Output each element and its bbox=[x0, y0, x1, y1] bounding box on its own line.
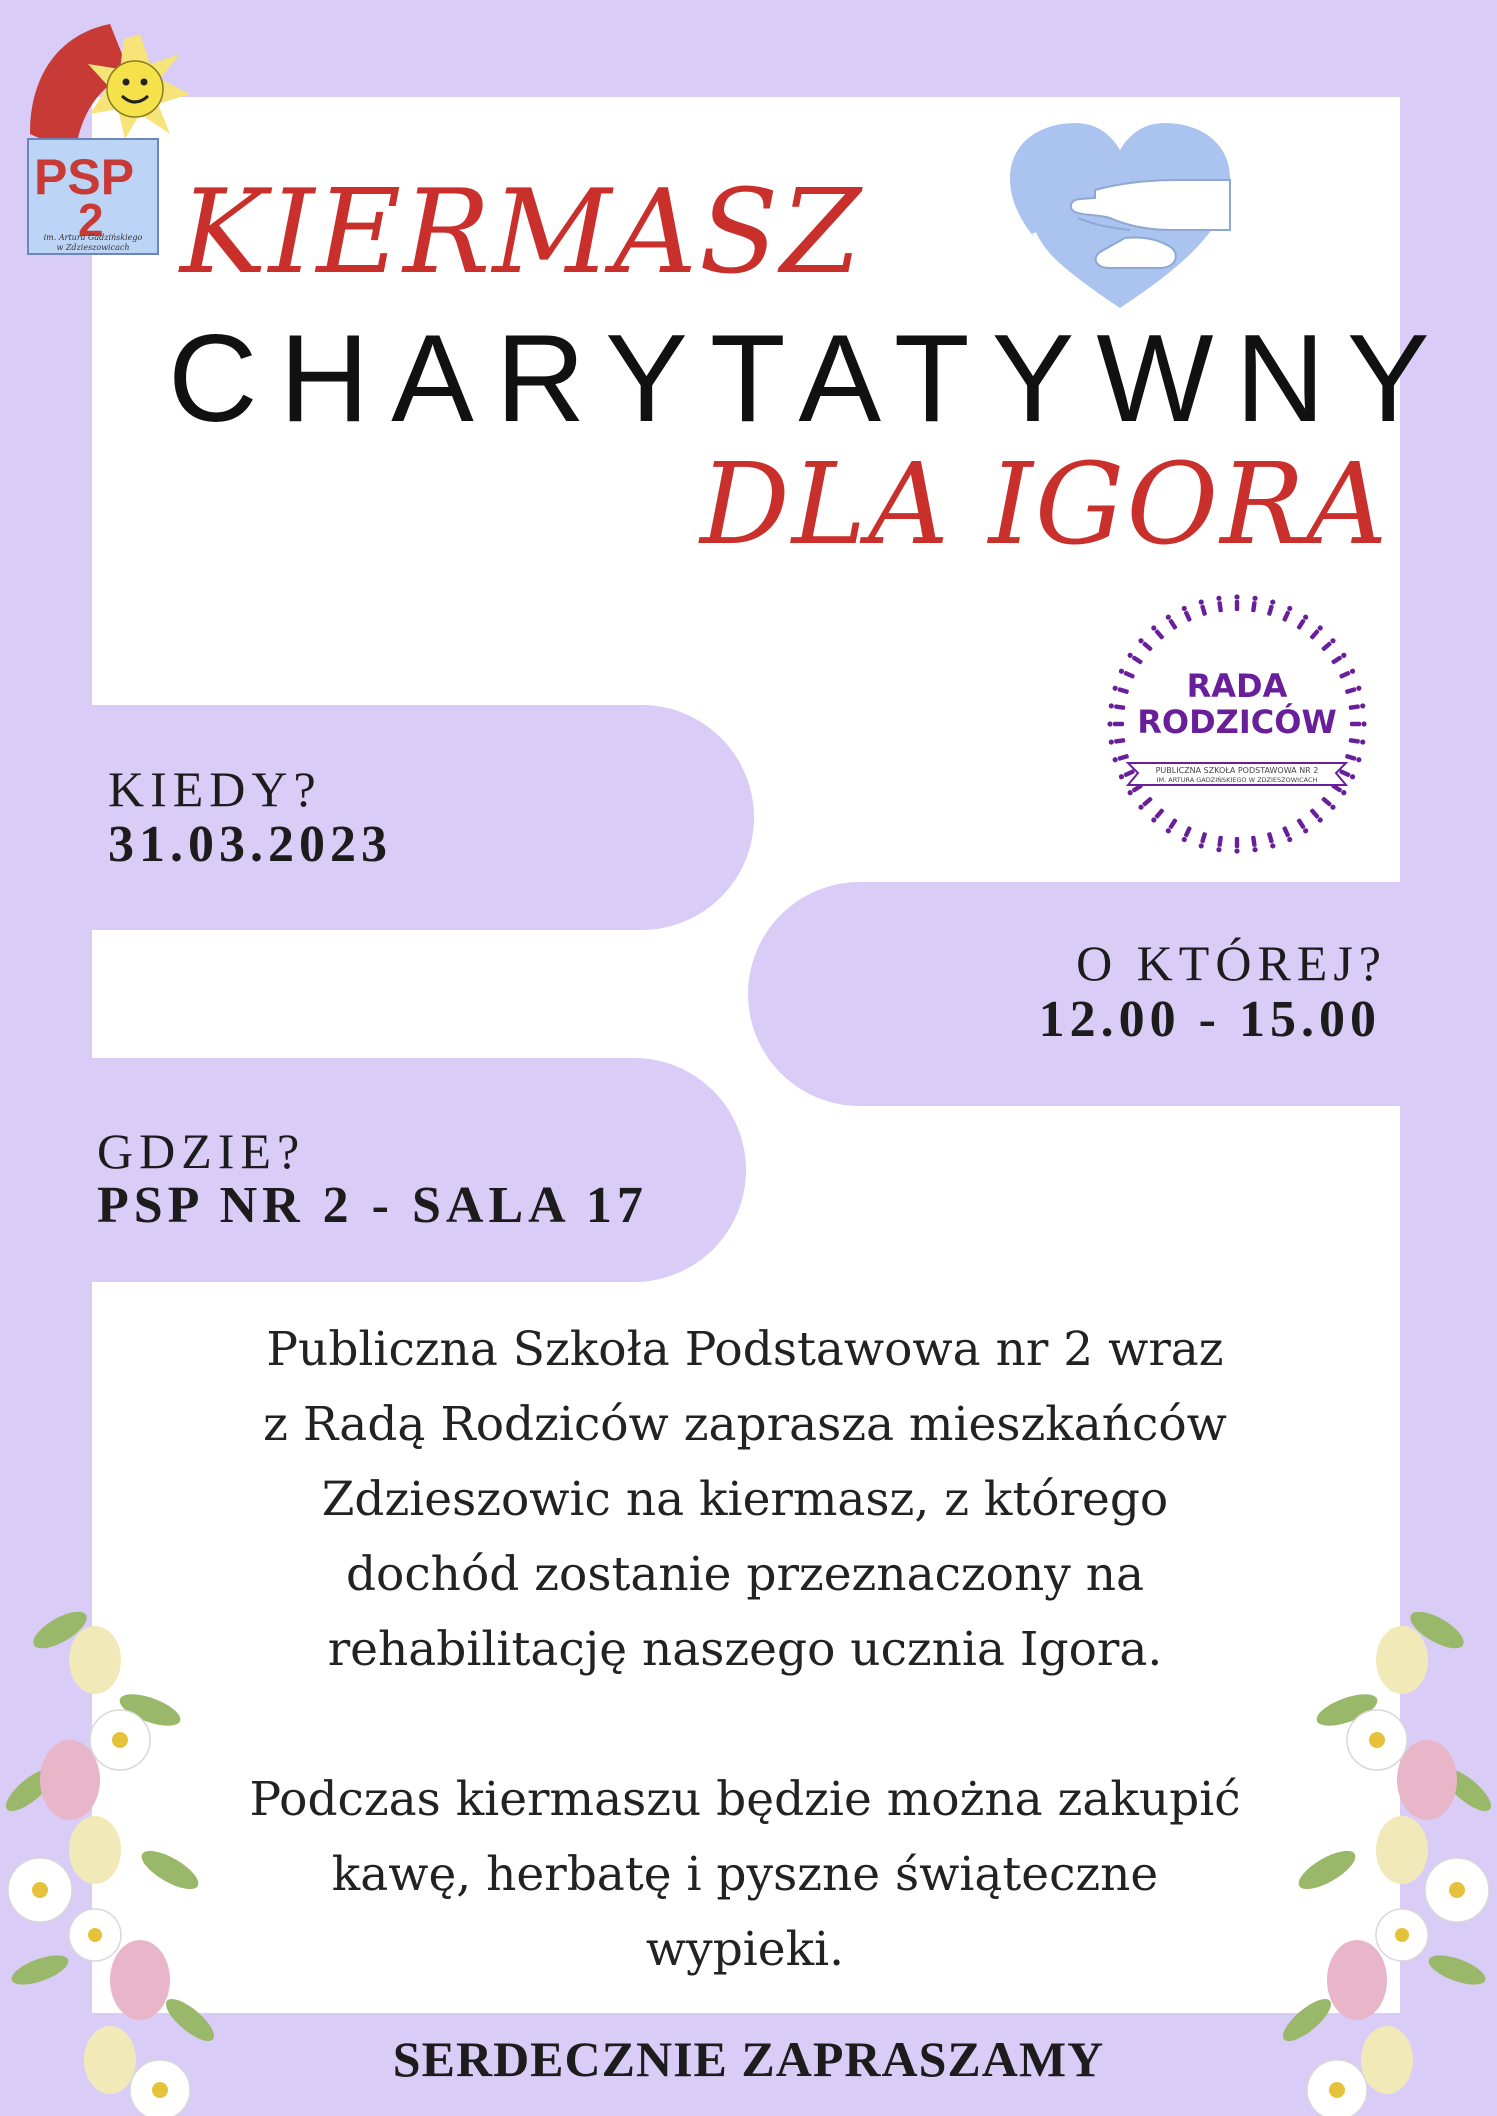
when-value: 31.03.2023 bbox=[108, 816, 392, 873]
svg-text:PSP: PSP bbox=[34, 149, 135, 205]
description-paragraph-1 bbox=[195, 1312, 1295, 1687]
description-paragraph-2 bbox=[195, 1762, 1295, 1987]
person-figure bbox=[1137, 637, 1153, 652]
school-logo bbox=[20, 14, 200, 264]
person-figure bbox=[1348, 703, 1365, 711]
person-figure bbox=[1309, 808, 1324, 824]
where-label: GDZIE? bbox=[97, 1123, 306, 1179]
person-figure bbox=[1118, 668, 1135, 680]
description-line: dochód zostanie przeznaczony na bbox=[345, 1547, 1145, 1602]
svg-text:2: 2 bbox=[78, 194, 104, 246]
person-figure bbox=[1137, 796, 1153, 811]
person-figure bbox=[1282, 605, 1294, 622]
svg-text:im. Artura Gadzińskiego: im. Artura Gadzińskiego bbox=[43, 233, 143, 242]
rada-rodzicow-logo bbox=[1098, 585, 1376, 863]
person-figure bbox=[1348, 738, 1365, 746]
person-figure bbox=[1296, 818, 1309, 835]
description-line: Zdzieszowic na kiermasz, z którego bbox=[321, 1472, 1169, 1527]
person-figure bbox=[1309, 624, 1324, 640]
person-figure bbox=[1112, 753, 1129, 763]
heart-hands-icon bbox=[1000, 118, 1240, 318]
person-figure bbox=[1108, 738, 1125, 746]
person-figure bbox=[1234, 594, 1239, 611]
person-figure bbox=[1321, 637, 1337, 652]
person-figure bbox=[1112, 685, 1129, 695]
person-figure bbox=[1345, 753, 1362, 763]
svg-text:RADA: RADA bbox=[1186, 667, 1288, 705]
closing-invitation: SERDECZNIE ZAPRASZAMY bbox=[392, 2031, 1105, 2087]
where-value: PSP NR 2 - SALA 17 bbox=[97, 1177, 648, 1234]
person-figure bbox=[1331, 652, 1348, 665]
description-line: z Radą Rodziców zaprasza mieszkańców bbox=[263, 1397, 1227, 1452]
person-figure bbox=[1266, 599, 1276, 616]
svg-text:RODZICÓW: RODZICÓW bbox=[1137, 703, 1337, 741]
person-figure bbox=[1181, 605, 1193, 622]
person-figure bbox=[1198, 832, 1208, 849]
svg-text:w Zdzieszowicach: w Zdzieszowicach bbox=[56, 243, 130, 252]
person-figure bbox=[1150, 624, 1165, 640]
time-value: 12.00 - 15.00 bbox=[1038, 991, 1381, 1048]
person-figure bbox=[1108, 703, 1125, 711]
person-figure bbox=[1266, 832, 1276, 849]
person-figure bbox=[1181, 826, 1193, 843]
person-figure bbox=[1165, 818, 1178, 835]
person-figure bbox=[1251, 835, 1259, 852]
when-label: KIEDY? bbox=[108, 761, 322, 817]
person-figure bbox=[1321, 796, 1337, 811]
person-figure bbox=[1216, 595, 1224, 612]
description-line: Publiczna Szkoła Podstawowa nr 2 wraz bbox=[266, 1322, 1224, 1377]
person-figure bbox=[1127, 652, 1144, 665]
person-figure bbox=[1282, 826, 1294, 843]
person-figure bbox=[1216, 835, 1224, 852]
person-figure bbox=[1165, 614, 1178, 631]
description-line: wypieki. bbox=[645, 1922, 845, 1977]
description-line: kawę, herbatę i pyszne świąteczne bbox=[331, 1847, 1159, 1902]
person-figure bbox=[1345, 685, 1362, 695]
person-figure bbox=[1339, 668, 1356, 680]
description-line: rehabilitację naszego ucznia Igora. bbox=[327, 1622, 1163, 1677]
title-dla-igora: DLA IGORA bbox=[700, 440, 1390, 570]
person-figure bbox=[1350, 721, 1367, 726]
svg-text:PUBLICZNA SZKOŁA PODSTAWOWA NR: PUBLICZNA SZKOŁA PODSTAWOWA NR 2 bbox=[1155, 766, 1319, 775]
person-figure bbox=[1107, 721, 1124, 726]
description-line: Podczas kiermaszu będzie można zakupić bbox=[249, 1772, 1241, 1827]
person-figure bbox=[1150, 808, 1165, 824]
person-figure bbox=[1198, 599, 1208, 616]
time-label: O KTÓREJ? bbox=[1076, 935, 1387, 991]
title-charytatywny: CHARYTATYWNY bbox=[168, 310, 1452, 448]
person-figure bbox=[1251, 595, 1259, 612]
title-kiermasz: KIERMASZ bbox=[180, 165, 864, 300]
svg-text:IM. ARTURA GADZIŃSKIEGO W ZDZI: IM. ARTURA GADZIŃSKIEGO W ZDZIESZOWICACH bbox=[1156, 776, 1318, 784]
person-figure bbox=[1296, 614, 1309, 631]
person-figure bbox=[1234, 837, 1239, 854]
